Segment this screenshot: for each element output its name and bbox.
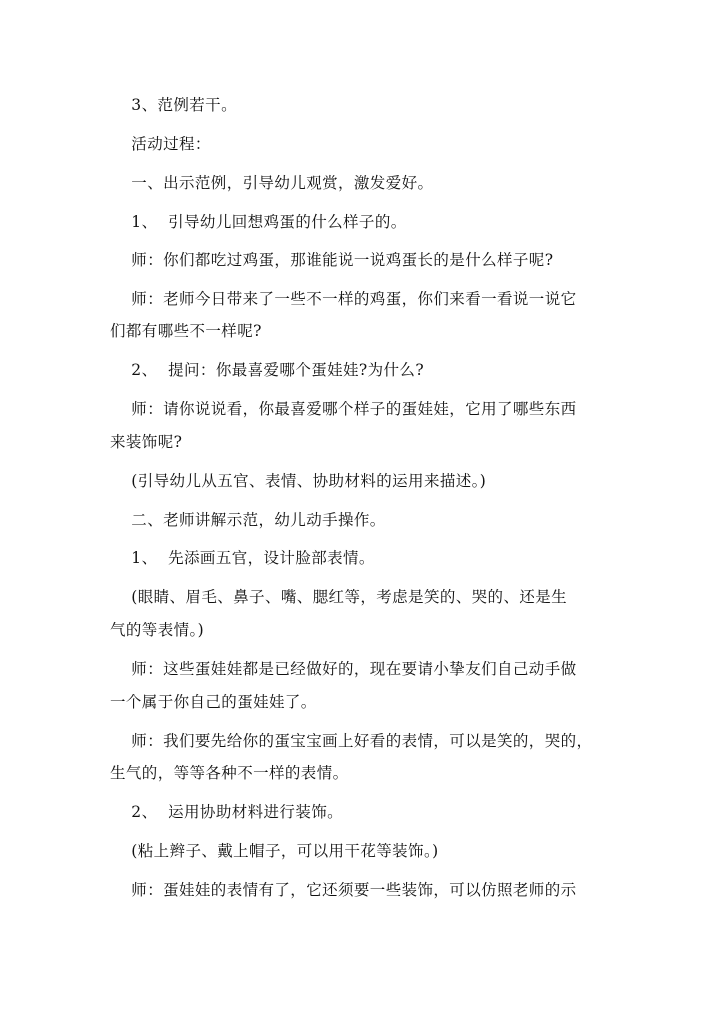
text-line: (眼睛、眉毛、鼻子、嘴、腮红等，考虑是笑的、哭的、还是生 (110, 588, 568, 606)
text-line: 3、范例若干。 (110, 96, 237, 114)
text-line: 活动过程： (110, 135, 211, 153)
text-line: 师：请你说说看，你最喜爱哪个样子的蛋娃娃，它用了哪些东西 (110, 400, 577, 418)
text-line: 气的等表情。) (110, 621, 205, 639)
text-line: 1、 先添画五官，设计脸部表情。 (110, 549, 375, 567)
text-line: 1、 引导幼儿回想鸡蛋的什么样子的。 (110, 213, 407, 231)
text-line: 师：你们都吃过鸡蛋，那谁能说一说鸡蛋长的是什么样子呢? (110, 251, 554, 269)
text-line: 二、老师讲解示范，幼儿动手操作。 (110, 511, 386, 529)
text-line: 师：老师今日带来了一些不一样的鸡蛋，你们来看一看说一说它 (110, 290, 577, 308)
text-line: (引导幼儿从五官、表情、协助材料的运用来描述。) (110, 472, 487, 490)
text-line: 们都有哪些不一样呢? (110, 322, 262, 340)
text-line: 师：我们要先给你的蛋宝宝画上好看的表情，可以是笑的，哭的， (110, 732, 593, 750)
text-line: 一、出示范例，引导幼儿观赏，激发爱好。 (110, 174, 434, 192)
text-line: 2、 运用协助材料进行装饰。 (110, 803, 344, 821)
text-line: 2、 提问：你最喜爱哪个蛋娃娃?为什么? (110, 361, 425, 379)
text-line: 师：蛋娃娃的表情有了，它还须要一些装饰，可以仿照老师的示 (110, 881, 577, 899)
text-line: 一个属于你自己的蛋娃娃了。 (110, 693, 317, 711)
text-line: 生气的，等等各种不一样的表情。 (110, 764, 349, 782)
text-line: 师：这些蛋娃娃都是已经做好的，现在要请小挚友们自己动手做 (110, 660, 577, 678)
text-line: (粘上辫子、戴上帽子，可以用干花等装饰。) (110, 842, 439, 860)
text-line: 来装饰呢? (110, 433, 183, 451)
